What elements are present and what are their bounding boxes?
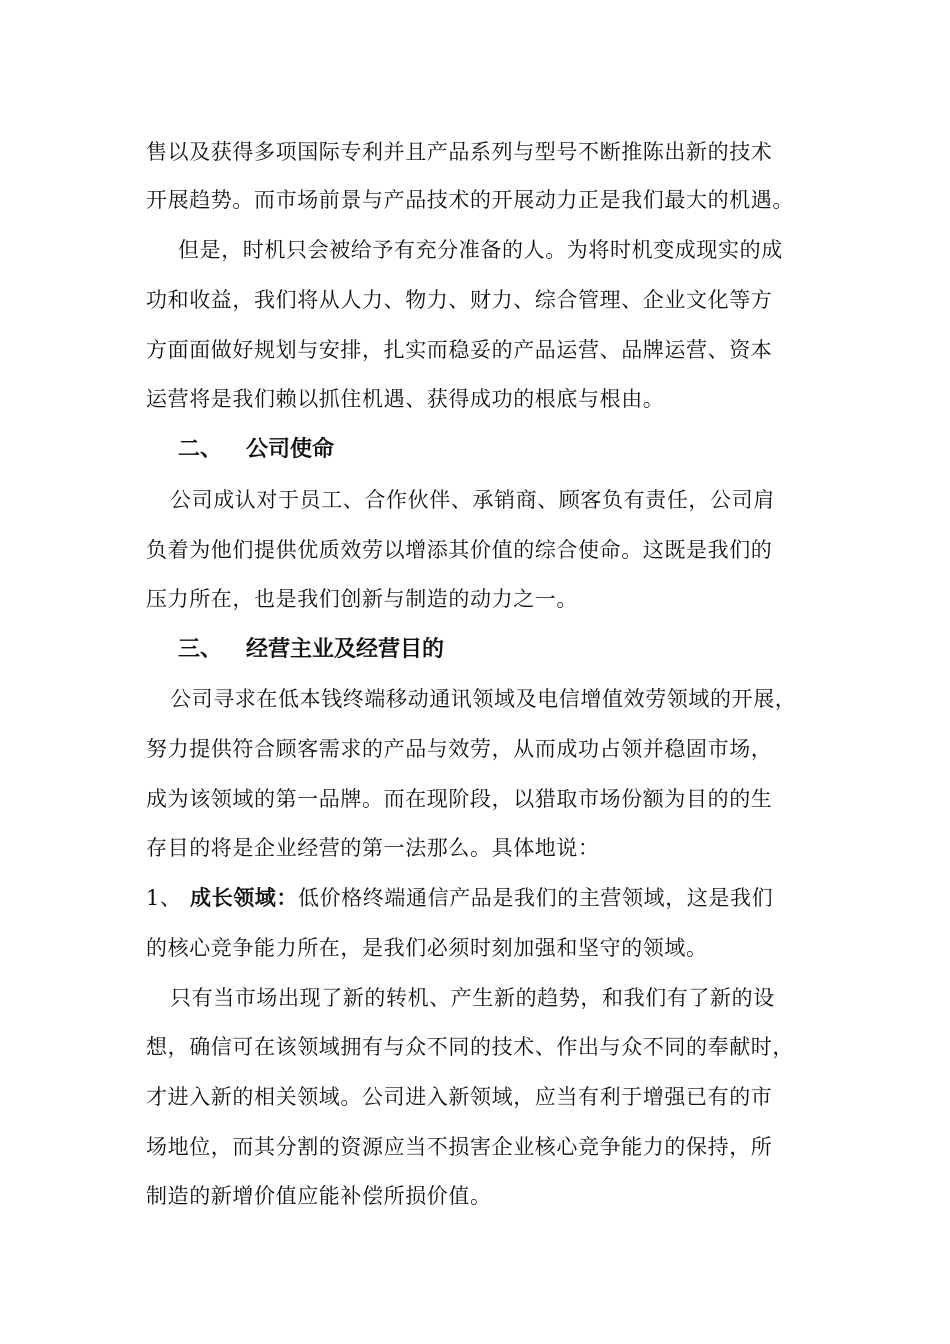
expansion-line-3: 才进入新的相关领域。公司进入新领域，应当有利于增强已有的市 xyxy=(146,1085,773,1109)
section3-title: 经营主业及经营目的 xyxy=(246,637,445,662)
section2-line-3: 压力所在，也是我们创新与制造的动力之一。 xyxy=(146,587,578,611)
section2-line-1: 公司成认对于员工、合作伙伴、承销商、顾客负有责任，公司肩 xyxy=(170,488,775,512)
opportunity-line-4: 运营将是我们赖以抓住机遇、获得成功的根底与根由。 xyxy=(146,387,665,411)
item1-label: 成长领域： xyxy=(190,886,298,910)
section3-line-4: 存目的将是企业经营的第一法那么。具体地说： xyxy=(146,836,600,860)
expansion-line-1: 只有当市场出现了新的转机、产生新的趋势，和我们有了新的设 xyxy=(170,986,775,1010)
section2-title: 公司使命 xyxy=(246,437,335,462)
expansion-line-4: 场地位，而其分割的资源应当不损害企业核心竞争能力的保持，所 xyxy=(146,1135,773,1159)
section3-line-2: 努力提供符合顾客需求的产品与效劳，从而成功占领并稳固市场， xyxy=(146,737,773,761)
intro-line-1: 售以及获得多项国际专利并且产品系列与型号不断推陈出新的技术 xyxy=(146,140,773,164)
item1-number: 1、 xyxy=(146,886,182,910)
expansion-line-2: 想，确信可在该领域拥有与众不同的技术、作出与众不同的奉献时， xyxy=(146,1035,794,1059)
section2-number: 二、 xyxy=(178,437,223,462)
section3-line-1: 公司寻求在低本钱终端移动通讯领域及电信增值效劳领域的开展， xyxy=(170,687,797,711)
item1-line-1 xyxy=(146,884,773,912)
section3-heading xyxy=(178,636,444,664)
item1-line-2: 的核心竞争能力所在，是我们必须时刻加强和坚守的领域。 xyxy=(146,936,708,960)
section2-line-2: 负着为他们提供优质效劳以增添其价值的综合使命。这既是我们的 xyxy=(146,538,773,562)
section3-number: 三、 xyxy=(178,637,223,662)
section2-heading xyxy=(178,436,334,464)
item1-text: 低价格终端通信产品是我们的主营领域，这是我们 xyxy=(298,886,774,910)
intro-line-2: 开展趋势。而市场前景与产品技术的开展动力正是我们最大的机遇。 xyxy=(146,188,794,212)
expansion-line-5: 制造的新增价值应能补偿所损价值。 xyxy=(146,1184,492,1208)
opportunity-line-2: 功和收益，我们将从人力、物力、财力、综合管理、企业文化等方 xyxy=(146,288,773,312)
opportunity-line-3: 方面面做好规划与安排，扎实而稳妥的产品运营、品牌运营、资本 xyxy=(146,338,773,362)
opportunity-line-1: 但是，时机只会被给予有充分准备的人。为将时机变成现实的成 xyxy=(178,238,783,262)
section3-line-3: 成为该领域的第一品牌。而在现阶段，以猎取市场份额为目的的生 xyxy=(146,787,773,811)
